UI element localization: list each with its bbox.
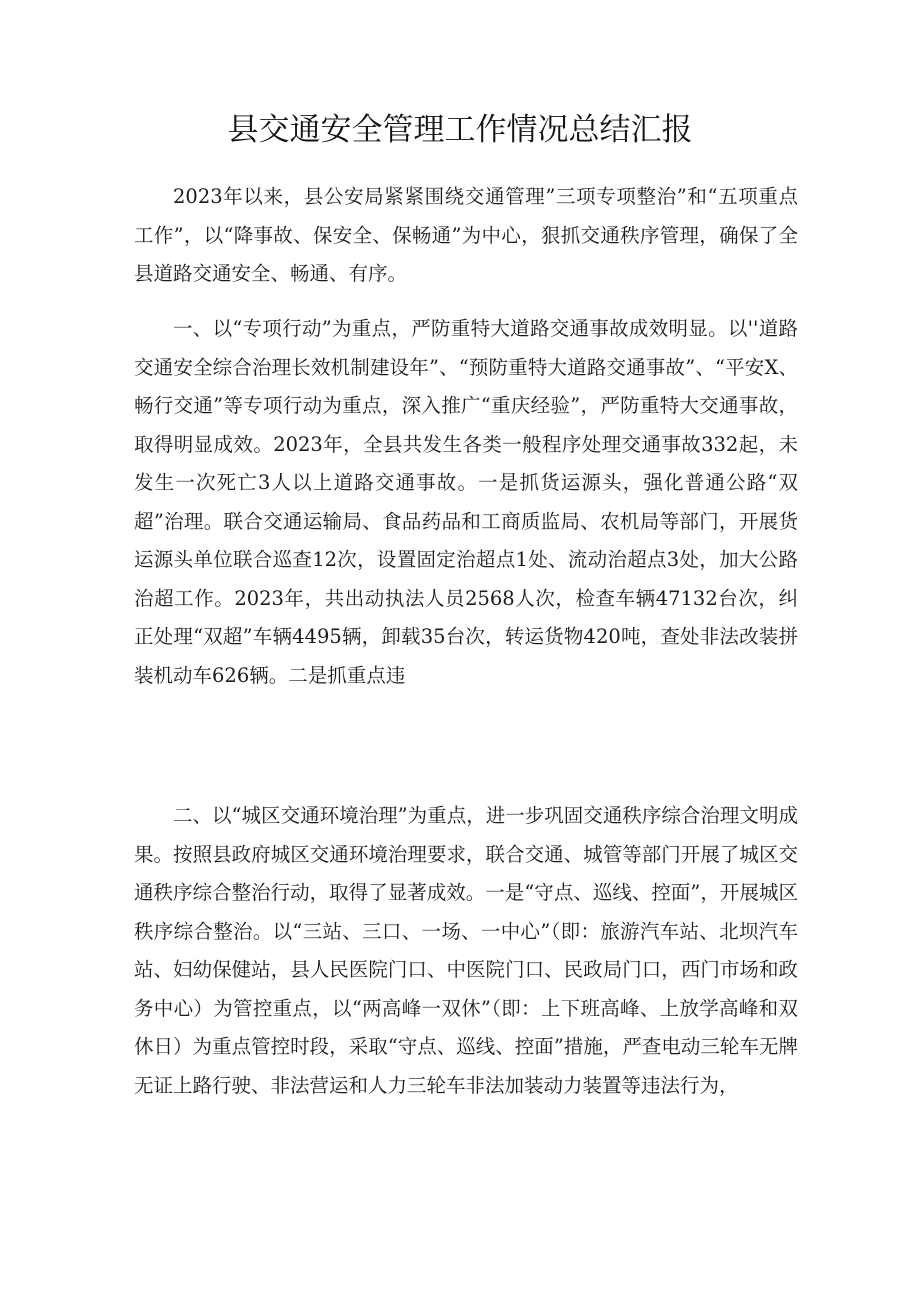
paragraph-section-2: 二、以“城区交通环境治理”为重点，进一步巩固交通秩序综合治理文明成果。按照县政府城区交通环境治理要求，联合交通、城管等部门开展了城区交通秩序综合整治行动，取得了显著成效。一是“守点、巡线、控面”，开展城区秩序综合整治。以“三站、三口、一场、一中心”（即：旅游汽车站、北坝汽车站、妇幼保健站，县人民医院门口、中医院门口、民政局门口，西门市场和政务中心）为管控重点，以“两高峰一双休”（即：上下班高峰、上放学高峰和双休日）为重点管控时段，采取“守点、巡线、控面”措施，严查电动三轮车无牌无证上路行驶、非法营运和人力三轮车非法加装动力装置等违法行为， [134,804,798,1097]
document-title: 县交通安全管理工作情况总结汇报 [227,112,693,148]
paragraph-intro: 2023年以来，县公安局紧紧围绕交通管理”三项专项整治”和“五项重点工作”，以“降事故、保安全、保畅通”为中心，狠抓交通秩序管理，确保了全县道路交通安全、畅通、有序。 [134,185,798,285]
paragraph-section-1: 一、以“专项行动”为重点，严防重特大道路交通事故成效明显。以''道路交通安全综合治理长效机制建设年”、“预防重特大道路交通事故”、“平安X、畅行交通”等专项行动为重点，深入推广“重庆经验”，严防重特大交通事故，取得明显成效。2023年，全县共发生各类一般程序处理交通事故332起，未发生一次死亡3人以上道路交通事故。一是抓货运源头，强化普通公路“双超”治理。联合交通运输局、食品药品和工商质监局、农机局等部门，开展货运源头单位联合巡查12次，设置固定治超点1处、流动治超点3处，加大公路治超工作。2023年，共出动执法人员2568人次，检查车辆47132台次，纠正处理“双超”车辆4495辆，卸载35台次，转运货物420吨，查处非法改装拼装机动车626辆。二是抓重点违 [134,317,798,687]
